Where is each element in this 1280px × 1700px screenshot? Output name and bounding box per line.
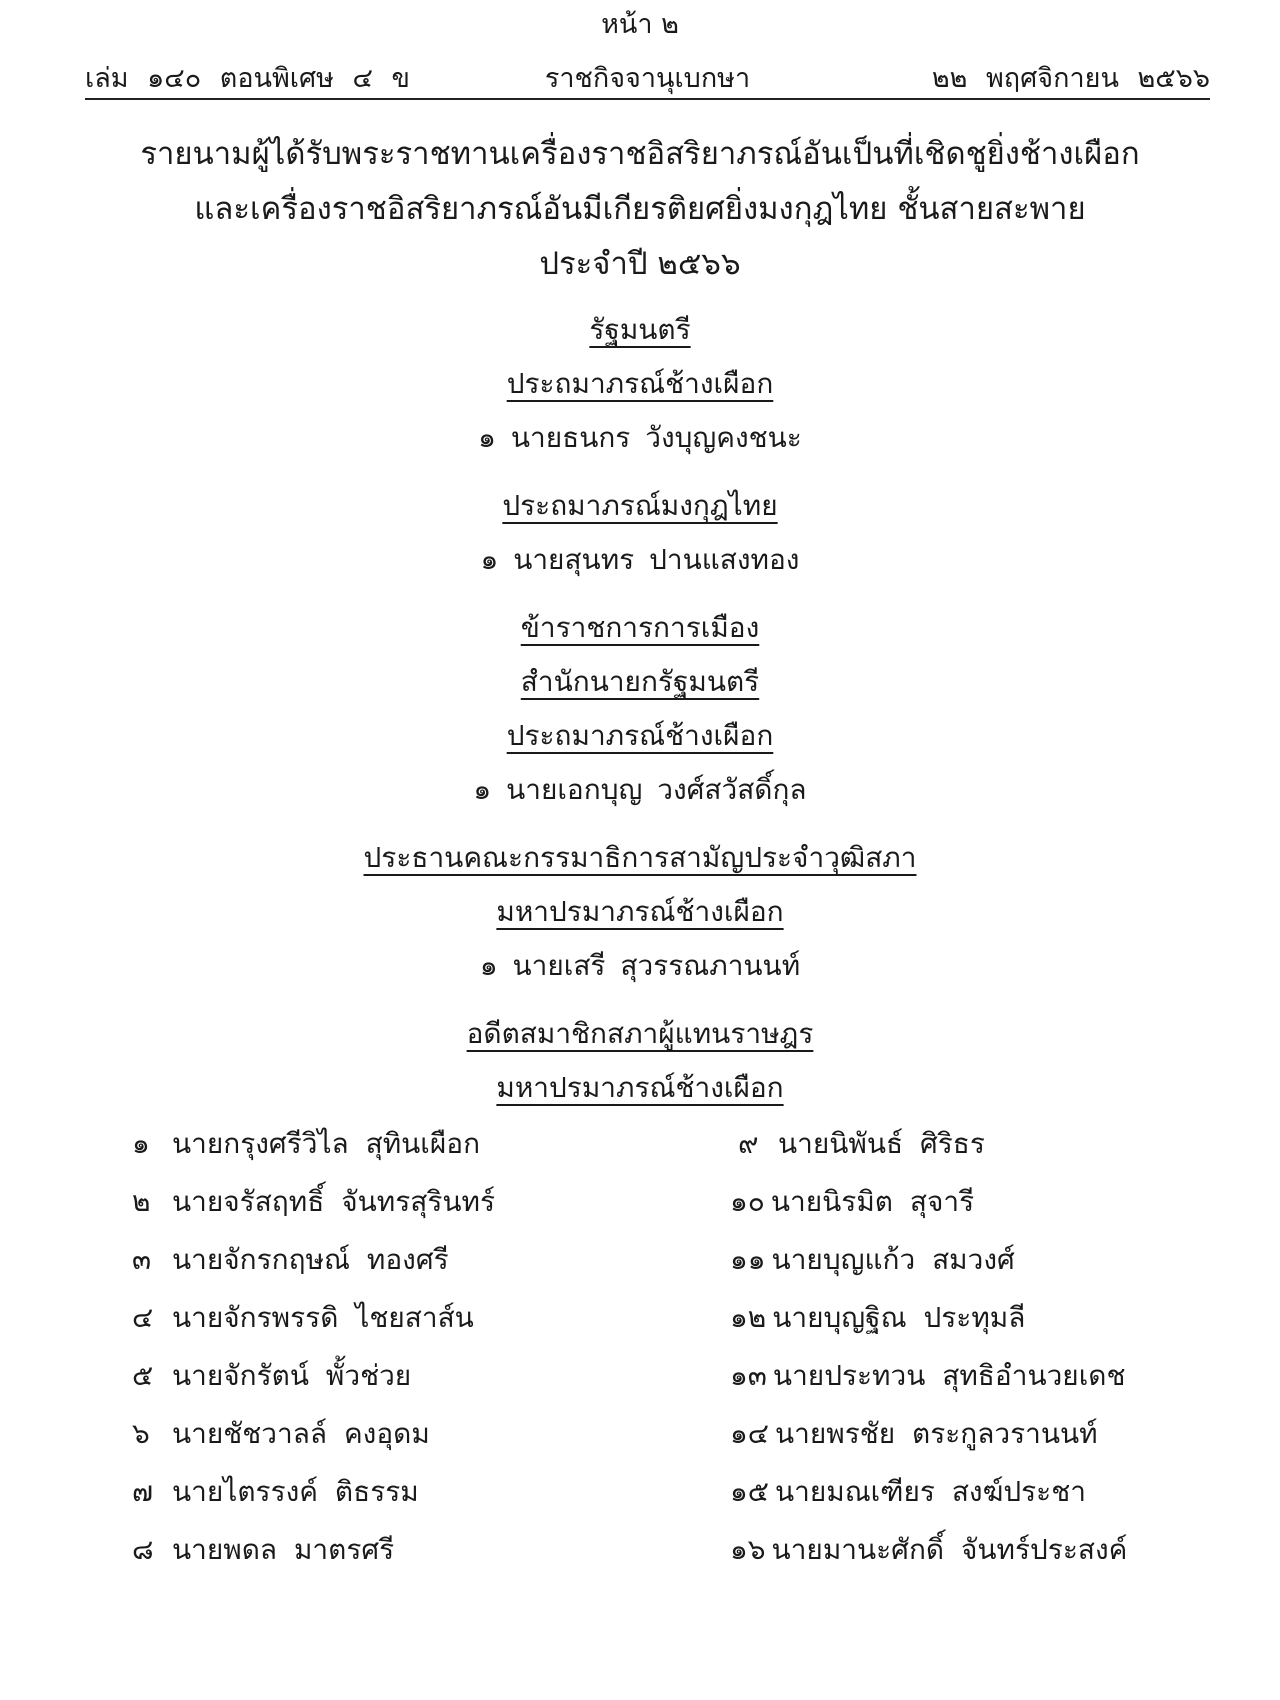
header-rule bbox=[85, 98, 1210, 100]
item-name: นายนิรมิต สุจารี bbox=[770, 1185, 975, 1218]
list-item bbox=[132, 1122, 480, 1166]
item-number: ๓ bbox=[132, 1243, 152, 1276]
item-name: นายประทวน สุทธิอำนวยเดช bbox=[772, 1359, 1126, 1392]
volume-info: เล่ม ๑๔๐ ตอนพิเศษ ๔ ข bbox=[85, 63, 411, 94]
list-item bbox=[132, 1412, 430, 1456]
page-number: หน้า ๒ bbox=[601, 9, 679, 40]
list-item bbox=[730, 1470, 1086, 1514]
item-name: นายบุญฐิณ ประทุมลี bbox=[772, 1301, 1026, 1334]
recipient-line: ๑ นายสุนทร ปานแสงทอง bbox=[480, 543, 800, 576]
item-number: ๑๔ bbox=[730, 1417, 769, 1450]
item-name: นายพดล มาตรศรี bbox=[172, 1533, 395, 1566]
item-name: นายชัชวาลล์ คงอุดม bbox=[172, 1417, 430, 1450]
list-item bbox=[132, 1180, 495, 1224]
section-heading-ministers bbox=[0, 308, 1280, 352]
section-heading-former-mps bbox=[0, 1012, 1280, 1056]
item-number: ๑๑ bbox=[730, 1243, 766, 1276]
item-number: ๑ bbox=[132, 1127, 150, 1160]
award-heading-text: ประถมาภรณ์มงกุฎไทย bbox=[502, 489, 778, 522]
title-line-3: ประจำปี ๒๕๖๖ bbox=[539, 246, 741, 282]
award-heading bbox=[0, 484, 1280, 528]
list-item bbox=[730, 1412, 1098, 1456]
recipient-line: ๑ นายเสรี สุวรรณภานนท์ bbox=[479, 949, 801, 982]
item-number: ๙ bbox=[738, 1127, 759, 1160]
award-heading bbox=[0, 714, 1280, 758]
item-number: ๑๓ bbox=[730, 1359, 767, 1392]
title-line-1: รายนามผู้ได้รับพระราชทานเครื่องราชอิสริยาภรณ์อันเป็นที่เชิดชูยิ่งช้างเผือก bbox=[140, 136, 1140, 172]
award-heading-text: มหาปรมาภรณ์ช้างเผือก bbox=[496, 895, 784, 928]
item-name: นายจรัสฤทธิ์ จันทรสุรินทร์ bbox=[172, 1185, 496, 1218]
award-heading bbox=[0, 890, 1280, 934]
item-number: ๘ bbox=[132, 1533, 154, 1566]
subsection-heading-text: สำนักนายกรัฐมนตรี bbox=[520, 665, 760, 698]
item-name: นายจักรพรรดิ ไชยสาส์น bbox=[172, 1301, 474, 1334]
item-name: นายมณเฑียร สงฆ์ประชา bbox=[774, 1475, 1086, 1508]
item-number: ๔ bbox=[132, 1301, 154, 1334]
section-heading-text: ประธานคณะกรรมาธิการสามัญประจำวุฒิสภา bbox=[363, 841, 917, 874]
item-name: นายบุญแก้ว สมวงศ์ bbox=[771, 1243, 1015, 1276]
list-item bbox=[132, 1238, 449, 1282]
section-heading-text: ข้าราชการการเมือง bbox=[520, 611, 760, 644]
recipient-line: ๑ นายธนกร วังบุญคงชนะ bbox=[478, 421, 802, 454]
list-item bbox=[738, 1122, 985, 1166]
item-name: นายจักรกฤษณ์ ทองศรี bbox=[172, 1243, 449, 1276]
item-name: นายพรชัย ตระกูลวรานนท์ bbox=[774, 1417, 1098, 1450]
item-number: ๗ bbox=[132, 1475, 154, 1508]
award-heading bbox=[0, 362, 1280, 406]
list-item bbox=[132, 1354, 411, 1398]
item-name: นายมานะศักดิ์ จันทร์ประสงค์ bbox=[771, 1533, 1128, 1566]
list-item bbox=[730, 1238, 1015, 1282]
list-item bbox=[730, 1528, 1127, 1572]
item-number: ๑๒ bbox=[730, 1301, 767, 1334]
list-item bbox=[730, 1296, 1025, 1340]
title-line-2: และเครื่องราชอิสริยาภรณ์อันมีเกียรติยศยิ่งมงกุฎไทย ชั้นสายสะพาย bbox=[194, 191, 1086, 227]
award-heading-text: มหาปรมาภรณ์ช้างเผือก bbox=[496, 1071, 784, 1104]
gazette-name: ราชกิจจานุเบกษา bbox=[544, 63, 751, 94]
award-heading-text: ประถมาภรณ์ช้างเผือก bbox=[506, 367, 774, 400]
item-name: นายไตรรงค์ ติธรรม bbox=[172, 1475, 419, 1508]
item-number: ๖ bbox=[132, 1417, 150, 1450]
item-name: นายจักรัตน์ พั้วช่วย bbox=[172, 1359, 412, 1392]
award-heading-text: ประถมาภรณ์ช้างเผือก bbox=[506, 719, 774, 752]
item-name: นายกรุงศรีวิไล สุทินเผือก bbox=[172, 1127, 481, 1160]
list-item bbox=[132, 1470, 419, 1514]
list-item bbox=[730, 1354, 1125, 1398]
item-number: ๕ bbox=[132, 1359, 154, 1392]
list-item bbox=[730, 1180, 974, 1224]
item-number: ๑๐ bbox=[730, 1185, 765, 1218]
gazette-header bbox=[85, 56, 1210, 96]
recipient-line: ๑ นายเอกบุญ วงศ์สวัสดิ์กุล bbox=[473, 773, 807, 806]
item-number: ๒ bbox=[132, 1185, 151, 1218]
item-number: ๑๖ bbox=[730, 1533, 766, 1566]
list-item bbox=[132, 1296, 474, 1340]
subsection-heading bbox=[0, 660, 1280, 704]
item-number: ๑๕ bbox=[730, 1475, 769, 1508]
section-heading-senate-committee bbox=[0, 836, 1280, 880]
item-name: นายนิพันธ์ ศิริธร bbox=[778, 1127, 985, 1160]
award-heading bbox=[0, 1066, 1280, 1110]
publication-date: ๒๒ พฤศจิกายน ๒๕๖๖ bbox=[931, 63, 1210, 94]
list-item bbox=[132, 1528, 394, 1572]
section-heading-political-officials bbox=[0, 606, 1280, 650]
section-heading-text: อดีตสมาชิกสภาผู้แทนราษฎร bbox=[466, 1017, 814, 1050]
section-heading-text: รัฐมนตรี bbox=[589, 313, 691, 346]
